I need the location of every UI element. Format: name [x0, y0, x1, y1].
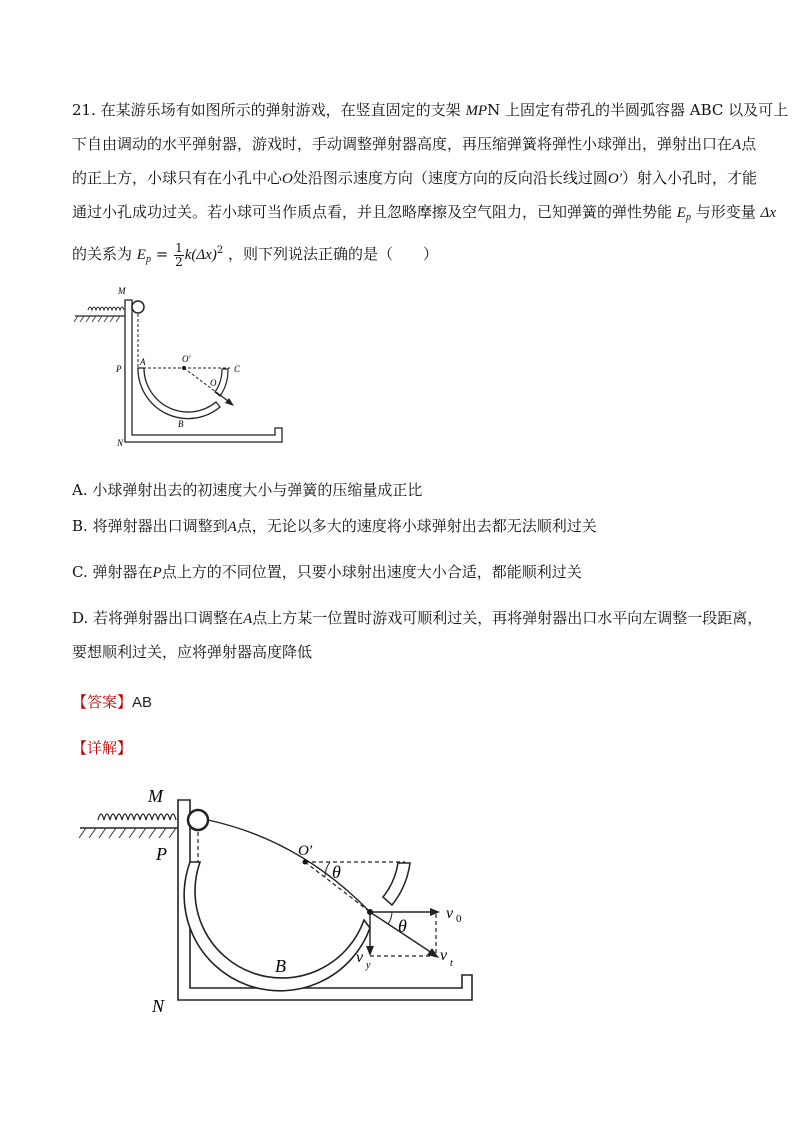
- option-b: B. 将弹射器出口调整到A点，无论以多大的速度将小球弹射出去都无法顺利过关: [72, 517, 597, 535]
- ball-large: [188, 810, 208, 830]
- question-line-5: 的关系为 $E_p$ = $\frac{1}{2}$ $k(\Delta x)^2$ ，则下列说法正确的是（ ）: [72, 240, 438, 269]
- ball-small: [132, 301, 144, 313]
- semicircle-container-small: [138, 368, 220, 419]
- label-Oprime-large: O′: [298, 843, 313, 859]
- label-Oprime-small: O′: [182, 354, 191, 364]
- spring-small: [88, 307, 124, 310]
- label-O-small: O: [210, 378, 217, 388]
- label-vy-sub: y: [366, 960, 371, 971]
- energy-formula: $E_p$ = $\frac{1}{2}$ $k(\Delta x)^2$: [136, 240, 224, 269]
- question-line-4: 通过小孔成功过关。若小球可当作质点看，并且忽略摩擦及空气阻力，已知弹簧的弹性势能 $E_p$ 与形变量 Δx: [72, 203, 777, 223]
- question-line-1: 21. 在某游乐场有如图所示的弹射游戏，在竖直固定的支架 MPN 上固定有带孔的半圆弧容器 ABC 以及可上: [72, 101, 789, 119]
- label-v0: v: [446, 905, 454, 922]
- trajectory: [208, 820, 370, 912]
- frame-small: [125, 300, 282, 442]
- detail-line: [72, 738, 132, 758]
- label-M-large: M: [148, 786, 163, 806]
- launcher-diagram-small: [70, 280, 295, 450]
- label-vt-sub: t: [450, 958, 453, 969]
- label-theta-1: θ: [332, 862, 341, 882]
- question-line-2: 下自由调动的水平弹射器，游戏时，手动调整弹射器高度，再压缩弹簧将弹性小球弹出，弹射出口在A点: [72, 135, 757, 153]
- option-d: D. 若将弹射器出口调整在A点上方某一位置时游戏可顺利过关，再将弹射器出口水平向左调整一段距离，: [72, 609, 763, 627]
- label-N-small: N: [117, 438, 124, 448]
- detail-label: 【详解】: [72, 739, 133, 757]
- fraction-one-half: $\frac{1}{2}$: [175, 240, 183, 269]
- label-P-small: P: [116, 364, 122, 374]
- launcher-diagram-large: [70, 780, 490, 1030]
- label-A-small: A: [140, 357, 146, 367]
- option-c: C. 弹射器在P点上方的不同位置，只要小球射出速度大小合适，都能顺利过关: [72, 563, 582, 581]
- label-v0-sub: 0: [456, 913, 462, 925]
- label-M-small: M: [118, 286, 126, 296]
- label-B-large: B: [275, 956, 286, 976]
- question-number: 21.: [72, 101, 96, 119]
- answer-line: [72, 692, 152, 713]
- label-C-small: C: [234, 364, 241, 374]
- answer-value: AB: [132, 694, 153, 711]
- label-B-small: B: [178, 419, 184, 429]
- spring-large: [98, 814, 176, 820]
- question-line-3: 的正上方，小球只有在小孔中心O处沿图示速度方向（速度方向的反向沿长线过圆O′）射入小孔时，才能: [72, 169, 758, 187]
- option-a: A. 小球弹射出去的初速度大小与弹簧的压缩量成正比: [72, 481, 423, 499]
- label-vy: v: [356, 949, 364, 966]
- label-N-large: N: [152, 996, 165, 1016]
- label-theta-2: θ: [398, 916, 407, 936]
- label-P-large: P: [156, 844, 167, 864]
- answer-label: 【答案】: [72, 693, 133, 711]
- option-d-cont: 要想顺利过关，应将弹射器高度降低: [72, 643, 313, 661]
- label-vt: v: [440, 947, 448, 964]
